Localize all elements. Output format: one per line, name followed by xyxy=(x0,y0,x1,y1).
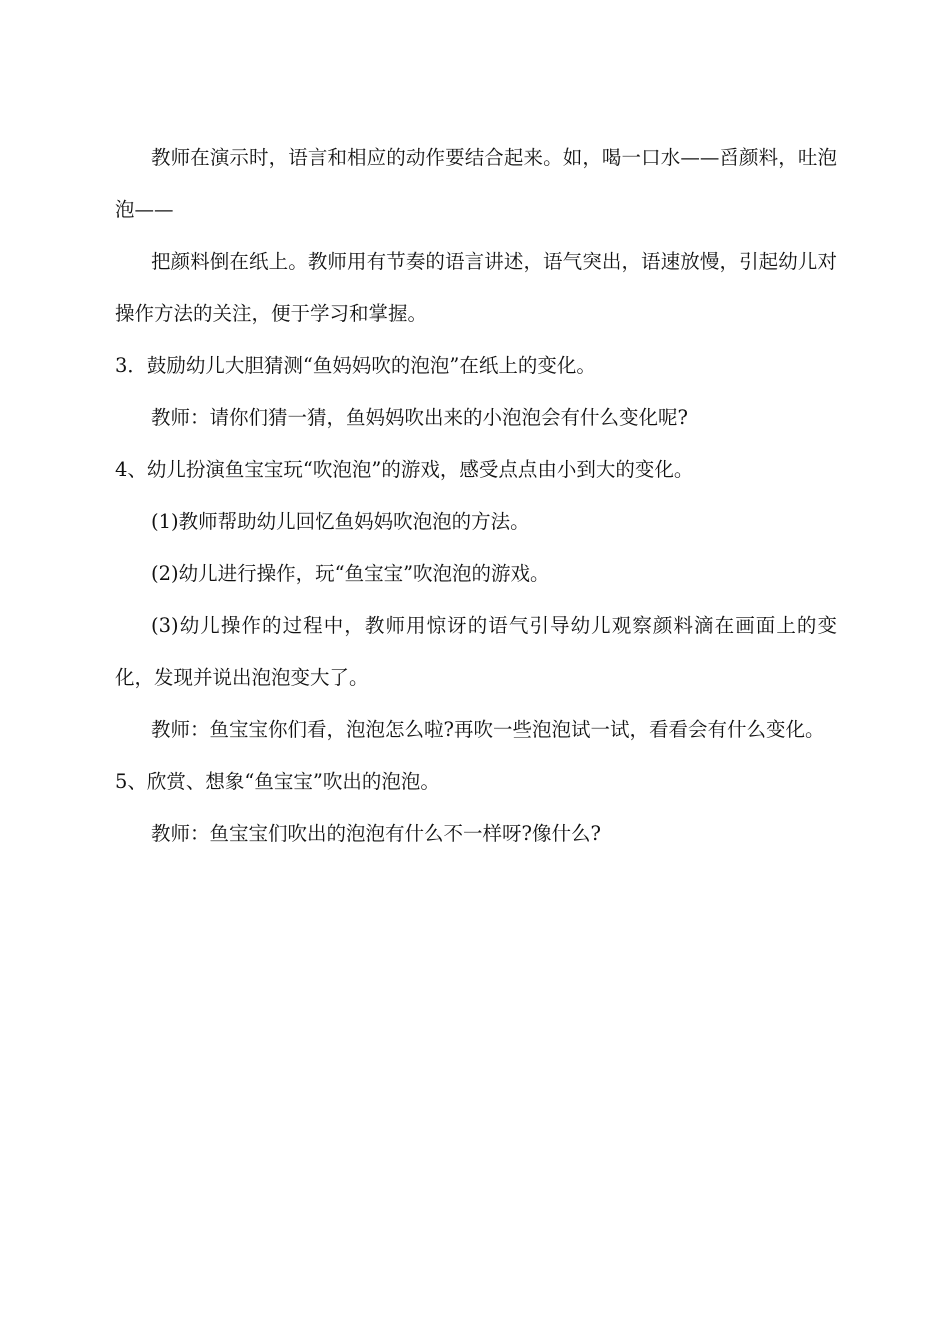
paragraph-teacher-question-2: 教师：鱼宝宝你们看，泡泡怎么啦?再吹一些泡泡试一试，看看会有什么变化。 xyxy=(151,718,825,741)
paragraph-substep-2: (2)幼儿进行操作，玩“鱼宝宝”吹泡泡的游戏。 xyxy=(151,562,550,585)
paragraph-pour-paint: 把颜料倒在纸上。教师用有节奏的语言讲述，语气突出，语速放慢，引起幼儿对操作方法的关注，便于学习和掌握。 xyxy=(115,250,837,325)
document-body xyxy=(115,132,837,860)
paragraph-step-4: 4、幼儿扮演鱼宝宝玩“吹泡泡”的游戏，感受点点由小到大的变化。 xyxy=(115,458,694,481)
paragraph-teacher-question-1: 教师：请你们猜一猜，鱼妈妈吹出来的小泡泡会有什么变化呢? xyxy=(151,406,688,429)
paragraph-step-3: 3．鼓励幼儿大胆猜测“鱼妈妈吹的泡泡”在纸上的变化。 xyxy=(115,354,596,377)
paragraph-substep-1: (1)教师帮助幼儿回忆鱼妈妈吹泡泡的方法。 xyxy=(151,510,530,533)
paragraph-teacher-question-3: 教师：鱼宝宝们吹出的泡泡有什么不一样呀?像什么? xyxy=(151,822,601,845)
paragraph-step-5: 5、欣赏、想象“鱼宝宝”吹出的泡泡。 xyxy=(115,770,440,793)
paragraph-substep-3: (3)幼儿操作的过程中，教师用惊讶的语气引导幼儿观察颜料滴在画面上的变化，发现并说出泡泡变大了。 xyxy=(115,614,837,689)
paragraph-demo-instruction: 教师在演示时，语言和相应的动作要结合起来。如，喝一口水——舀颜料，吐泡泡—— xyxy=(115,146,837,221)
